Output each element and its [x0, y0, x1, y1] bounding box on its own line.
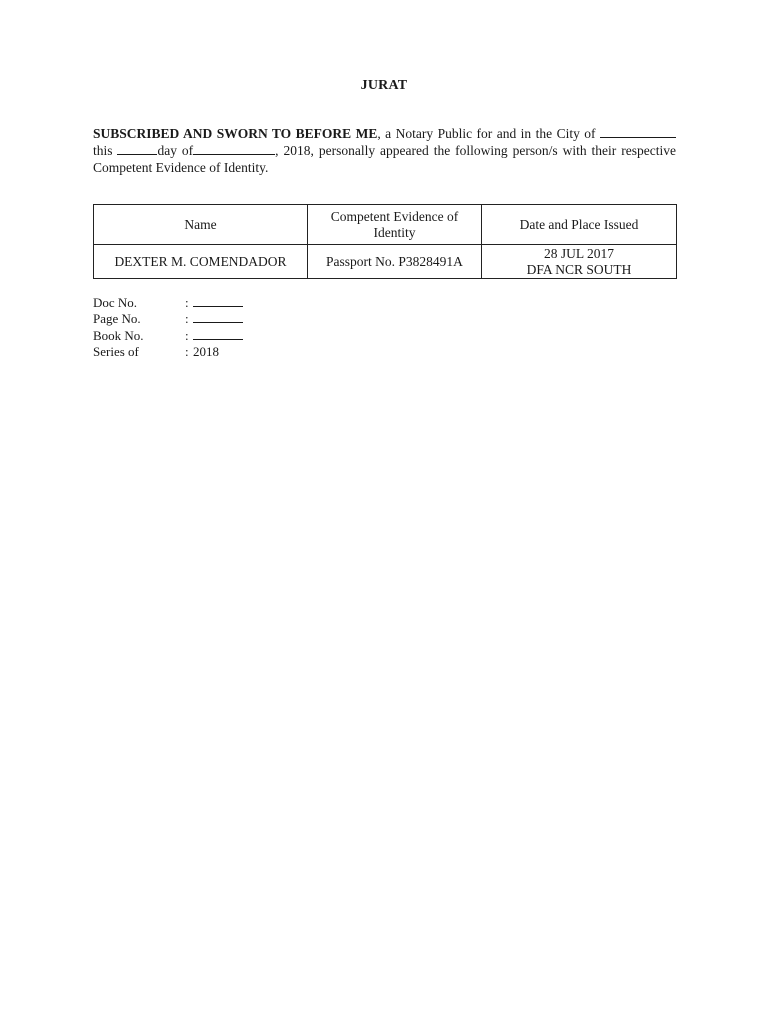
city-blank	[600, 126, 676, 138]
table-row	[94, 245, 677, 279]
table-header-row	[94, 205, 677, 245]
header-name: Name	[94, 205, 308, 245]
cell-date: 28 JUL 2017	[544, 245, 614, 261]
page-no-blank	[193, 311, 243, 323]
page-no-row	[93, 311, 243, 327]
notarial-details	[93, 295, 243, 360]
day-blank	[117, 143, 157, 155]
jurat-text-part1: , a Notary Public for and in the City of	[377, 126, 600, 141]
jurat-text-part2: this	[93, 143, 118, 158]
book-no-row	[93, 328, 243, 344]
jurat-text-part3: day of	[157, 143, 194, 158]
cell-place: DFA NCR SOUTH	[526, 261, 632, 277]
doc-no-label: Doc No.	[93, 295, 138, 310]
book-no-blank	[193, 328, 243, 340]
doc-no-row	[93, 295, 243, 311]
book-no-separator: :	[185, 327, 189, 343]
book-no-label: Book No.	[93, 327, 144, 343]
jurat-text-part4: , 2018, personally appeared the following person/s with their respective Competent Evidence of Identity.	[93, 143, 676, 175]
page-no-separator: :	[185, 311, 189, 327]
doc-no-blank	[193, 295, 243, 307]
series-row	[93, 344, 243, 360]
cell-date-place	[482, 245, 677, 279]
header-evidence: Competent Evidence of Identity	[308, 205, 482, 245]
cell-name: DEXTER M. COMENDADOR	[94, 245, 308, 279]
series-value: 2018	[193, 343, 219, 359]
page-no-label: Page No.	[93, 311, 141, 327]
header-date-place: Date and Place Issued	[482, 205, 677, 245]
evidence-table	[93, 204, 677, 279]
jurat-lead-text: SUBSCRIBED AND SWORN TO BEFORE ME	[93, 126, 378, 141]
cell-evidence: Passport No. P3828491A	[308, 245, 482, 279]
doc-no-separator: :	[185, 295, 189, 310]
series-separator: :	[185, 343, 189, 359]
jurat-paragraph	[93, 125, 676, 176]
series-label: Series of	[93, 343, 139, 359]
month-blank	[193, 143, 275, 155]
document-title: JURAT	[360, 78, 408, 93]
